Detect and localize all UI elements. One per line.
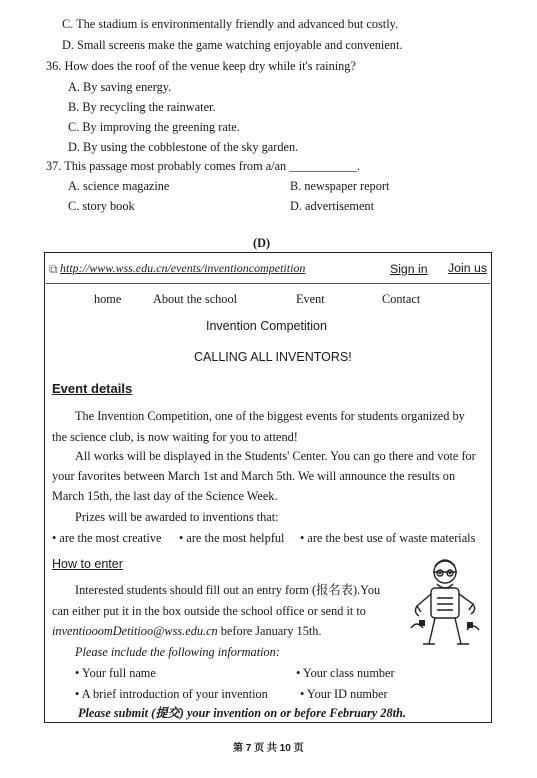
prize-creative: • are the most creative — [52, 531, 162, 545]
para2-line2: your favorites between March 1st and March 5th. We will announce the results on — [52, 469, 456, 483]
prize-waste: • are the best use of waste materials — [300, 531, 476, 545]
para3: Prizes will be awarded to inventions that: — [75, 510, 279, 524]
nav-home[interactable]: home — [94, 292, 122, 306]
q37-option-a: A. science magazine — [68, 179, 170, 193]
q35-option-c: C. The stadium is environmentally friendly and advanced but costly. — [62, 17, 399, 31]
submit-deadline: Please submit (提交) your invention on or before February 28th. — [78, 706, 406, 720]
page-subtitle: CALLING ALL INVENTORS! — [194, 350, 352, 364]
info-class-number: • Your class number — [296, 666, 395, 680]
q37-stem: 37. This passage most probably comes from a/an ___________. — [46, 159, 360, 173]
page-footer: 第 7 页 共 10 页 — [233, 743, 304, 754]
page-title: Invention Competition — [206, 319, 327, 333]
q36-option-a: A. By saving energy. — [68, 80, 172, 94]
section-label: (D) — [253, 236, 271, 250]
include-info-line: Please include the following information: — [75, 645, 280, 659]
entry-email[interactable]: inventiooomDetitioo@wss.edu.cn — [52, 624, 218, 638]
enter-line1: Interested students should fill out an entry form (报名表).You — [75, 583, 381, 597]
enter-line2: can either put it in the box outside the school office or send it to — [52, 604, 366, 618]
inventor-illustration — [409, 558, 481, 654]
join-us-link[interactable]: Join us — [448, 261, 487, 275]
q35-option-d: D. Small screens make the game watching enjoyable and convenient. — [62, 38, 403, 52]
prize-helpful: • are the most helpful — [179, 531, 285, 545]
page-icon: ⧉ — [49, 262, 58, 276]
info-brief-intro: • A brief introduction of your invention — [75, 687, 268, 701]
info-id-number: • Your ID number — [300, 687, 388, 701]
q36-option-d: D. By using the cobblestone of the sky garden. — [68, 140, 299, 154]
nav-event[interactable]: Event — [296, 292, 325, 306]
nav-about-school[interactable]: About the school — [153, 292, 238, 306]
para1-line2: the science club, is now waiting for you to attend! — [52, 430, 298, 444]
event-details-heading: Event details — [52, 381, 133, 396]
q37-option-b: B. newspaper report — [290, 179, 390, 193]
para2-line1: All works will be displayed in the Students' Center. You can go there and vote for — [75, 449, 476, 463]
url-text[interactable]: http://www.wss.edu.cn/events/inventioncompetition — [60, 261, 306, 275]
q36-stem: 36. How does the roof of the venue keep dry while it's raining? — [46, 59, 356, 73]
q36-option-b: B. By recycling the rainwater. — [68, 100, 216, 114]
nav-contact[interactable]: Contact — [382, 292, 421, 306]
enter-line3 — [52, 623, 322, 639]
info-full-name: • Your full name — [75, 666, 156, 680]
para2-line3: March 15th, the last day of the Science Week. — [52, 489, 278, 503]
para1-line1: The Invention Competition, one of the biggest events for students organized by — [75, 409, 465, 423]
q37-option-c: C. story book — [68, 199, 135, 213]
sign-in-link[interactable]: Sign in — [390, 262, 428, 276]
q36-option-c: C. By improving the greening rate. — [68, 120, 240, 134]
entry-deadline: before January 15th. — [217, 624, 322, 638]
how-to-enter-heading: How to enter — [52, 557, 123, 571]
q37-option-d: D. advertisement — [290, 199, 375, 213]
